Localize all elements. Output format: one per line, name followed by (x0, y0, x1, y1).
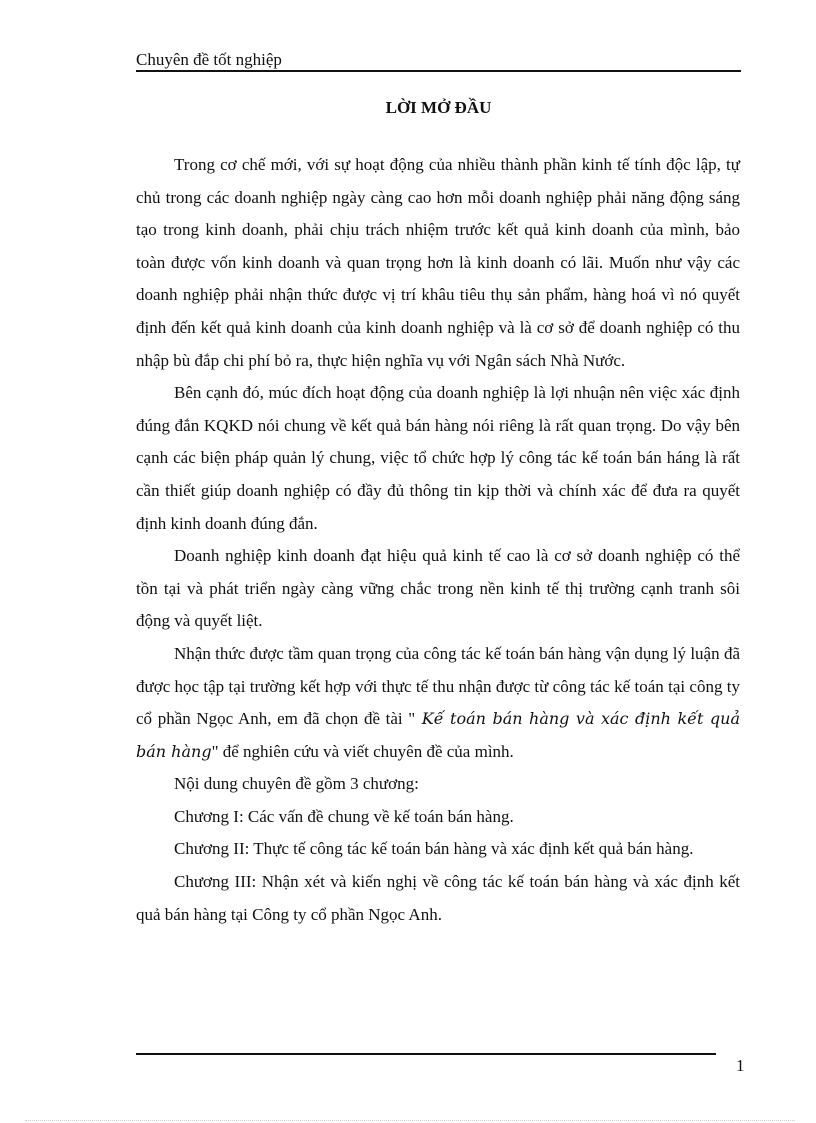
document-body (136, 149, 740, 931)
paragraph-4-intro: Nhận thức được tầm quan trọng của công tác kế toán bán hàng vận dụng lý luận đã được học tập tại trường kết hợp với thực tế thu nhận được từ công tác kế toán tại công ty cổ phần Ngọc Anh, em đã chọn đề tài " (136, 643, 740, 729)
paragraph-4 (136, 638, 740, 768)
header-divider (136, 70, 741, 72)
document-title: LỜI MỞ ĐẦU (385, 98, 492, 117)
footer-divider (136, 1053, 716, 1055)
thesis-topic: Kế toán bán hàng và xác định kết quả bán hàng (136, 709, 741, 761)
page-edge (25, 1120, 795, 1121)
paragraph-2: Bên cạnh đó, múc đích hoạt động của doanh nghiệp là lợi nhuận nên việc xác định đúng đắn KQKD nói chung về kết quả bán hàng nói riêng là rất quan trọng. Do vậy bên cạnh các biện pháp quản lý chung, việc tổ chức hợp lý công tác kế toán bán háng là rất cần thiết giúp doanh nghiệp có đầy đủ thông tin kịp thời và chính xác để đưa ra quyết định kinh doanh đúng đắn. (136, 383, 740, 533)
paragraph-1: Trong cơ chế mới, với sự hoạt động của nhiều thành phần kinh tế tính độc lập, tự chủ trong các doanh nghiệp ngày càng cao hơn mỗi doanh nghiệp phải năng động sáng tạo trong kinh doanh, phải chịu trách nhiệm trước kết quả kinh doanh của mình, bảo toàn được vốn kinh doanh và quan trọng hơn là kinh doanh có lãi. Muốn như vậy các doanh nghiệp phải nhận thức được vị trí khâu tiêu thụ sản phẩm, hàng hoá vì nó quyết định đến kết quả kinh doanh của kinh doanh nghiệp và là cơ sở để doanh nghiệp có thu nhập bù đắp chi phí bỏ ra, thực hiện nghĩa vụ với Ngân sách Nhà Nước. (136, 155, 740, 370)
paragraph-3: Doanh nghiệp kinh doanh đạt hiệu quả kinh tế cao là cơ sở doanh nghiệp có thể tồn tại và phát triển ngày càng vững chắc trong nền kinh tế thị trường cạnh tranh sôi động và quyết liệt. (136, 546, 740, 631)
page-number: 1 (736, 1056, 745, 1075)
paragraph-4-end: " để nghiên cứu và viết chuyên đề của mình. (211, 741, 514, 761)
chapter-3: Chương III: Nhận xét và kiến nghị về công tác kế toán bán hàng và xác định kết quả bán hàng tại Công ty cổ phần Ngọc Anh. (136, 872, 740, 924)
outline-intro: Nội dung chuyên đề gồm 3 chương: (174, 774, 419, 794)
chapter-2: Chương II: Thực tế công tác kế toán bán hàng và xác định kết quả bán hàng. (174, 839, 694, 859)
chapter-1: Chương I: Các vấn đề chung về kế toán bán hàng. (174, 806, 514, 826)
header-title: Chuyên đề tốt nghiệp (136, 50, 282, 69)
